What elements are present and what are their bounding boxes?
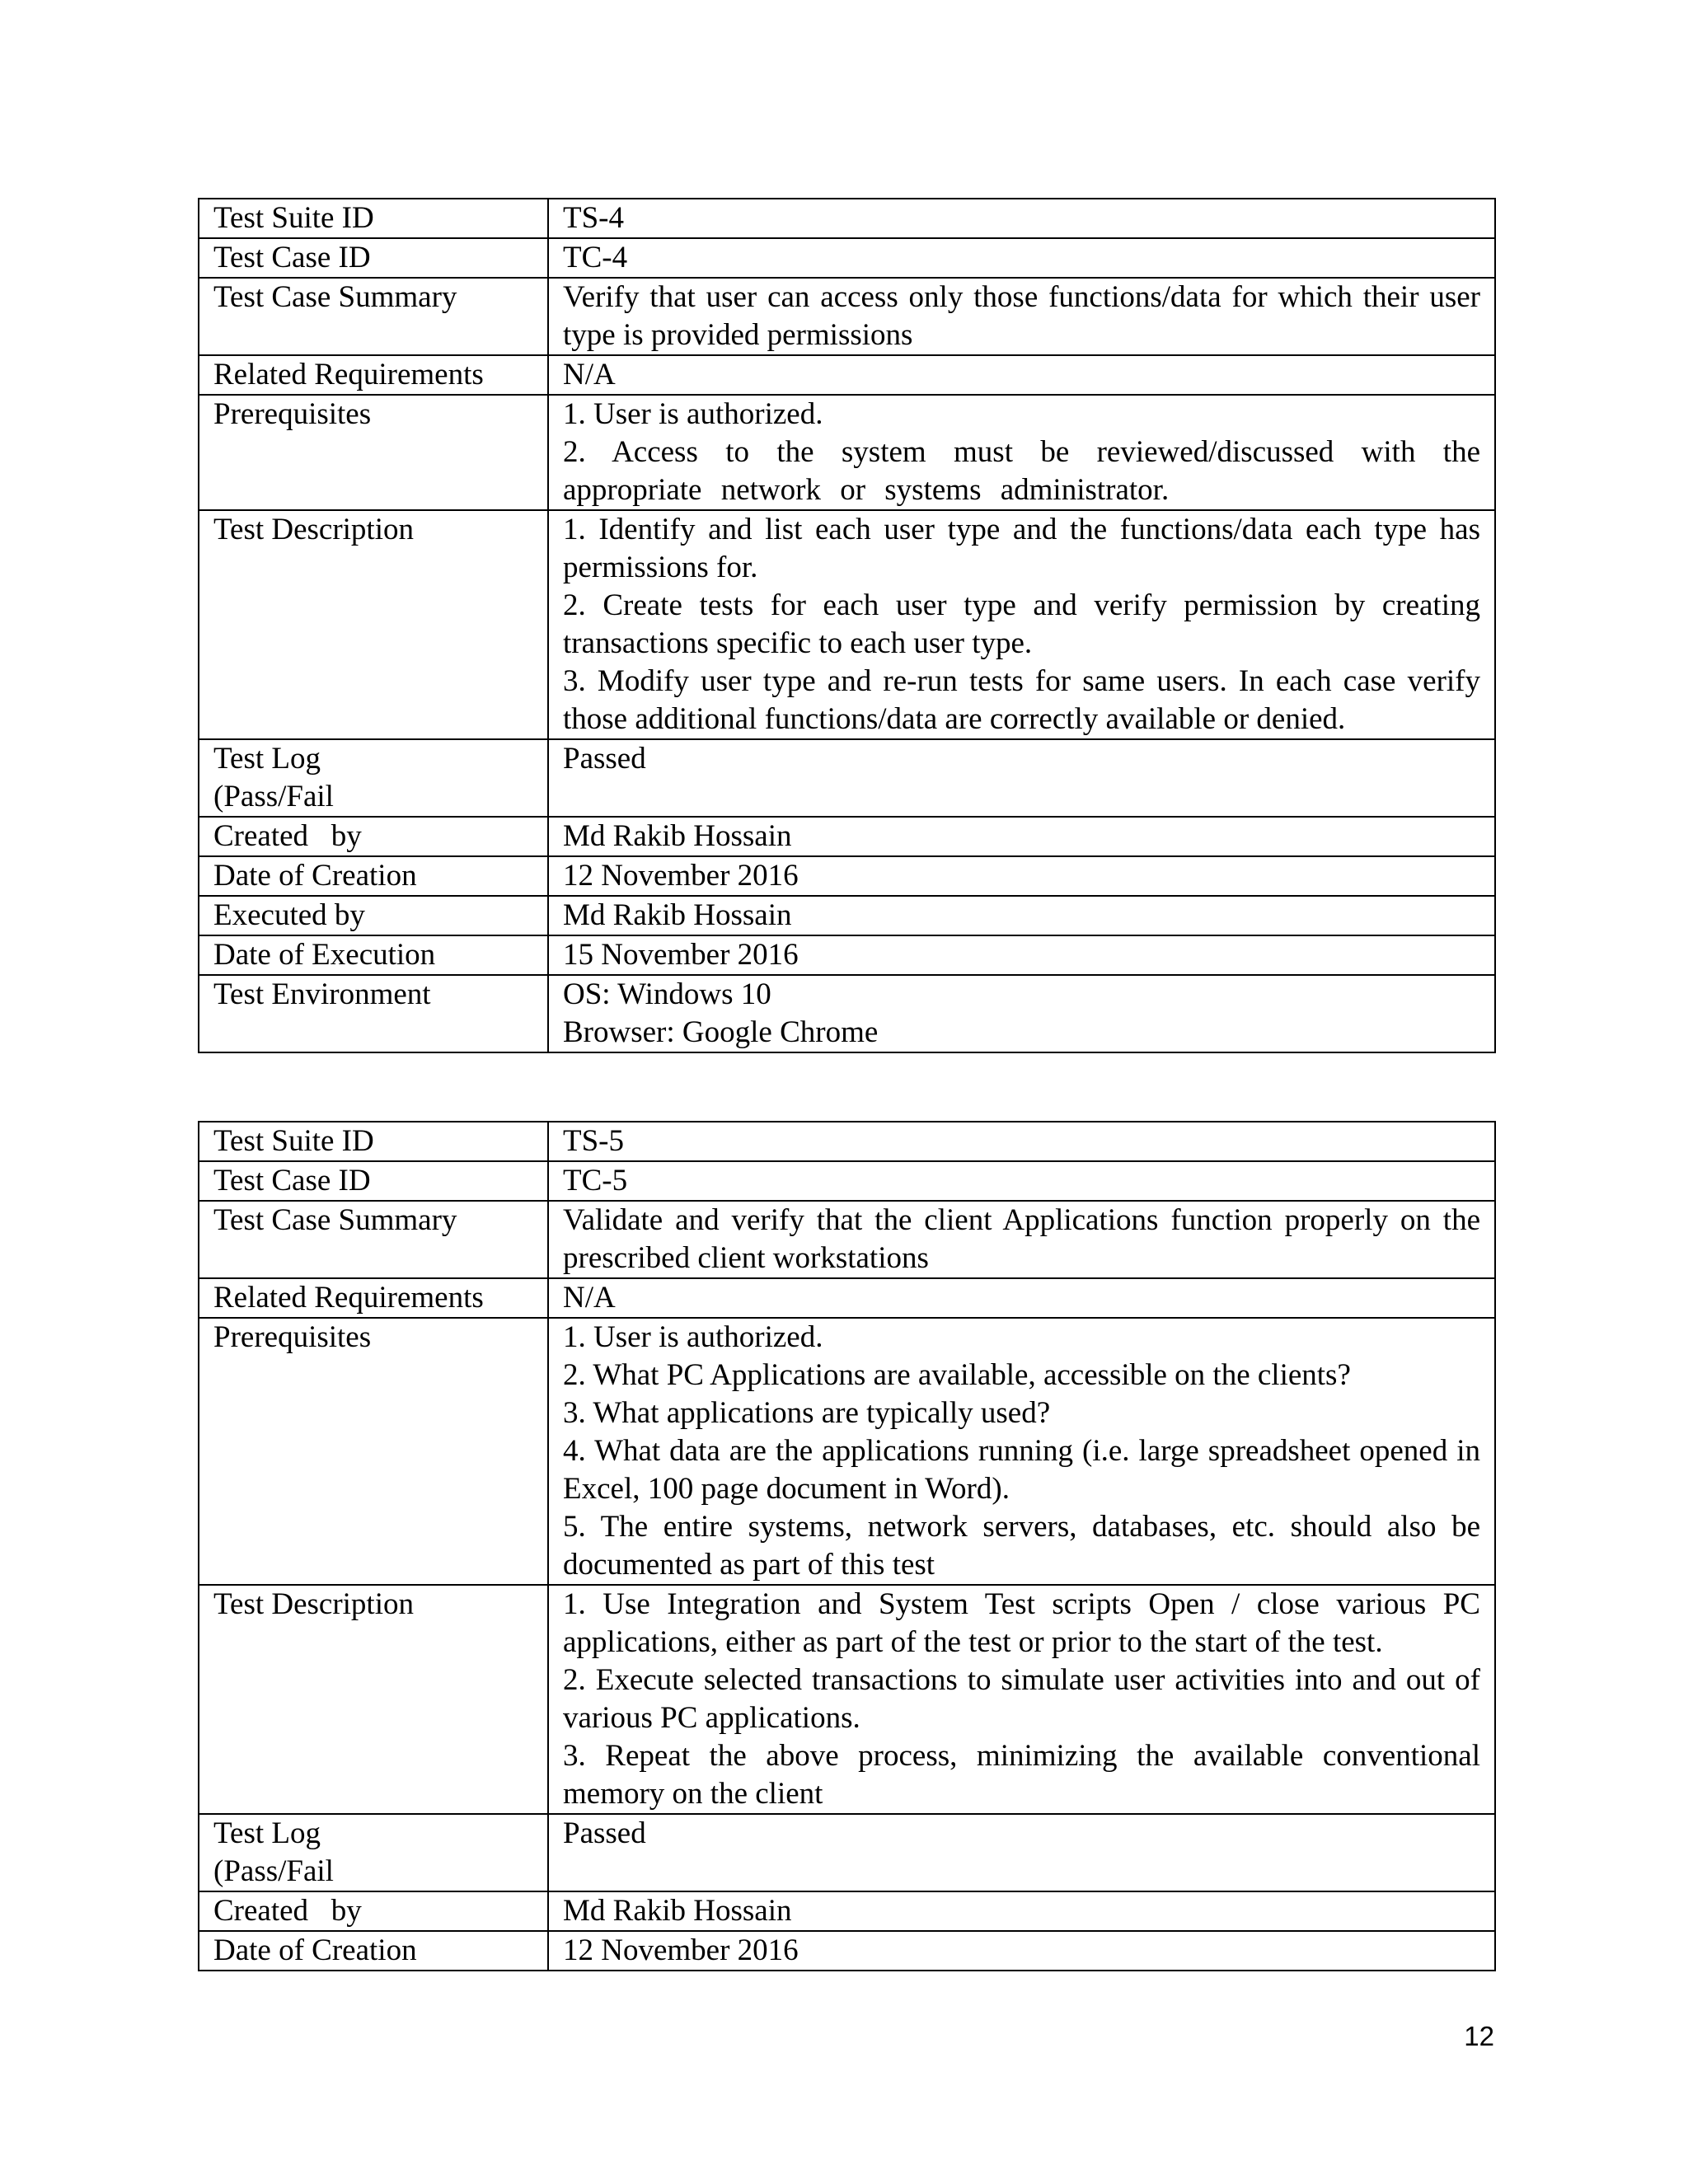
row-value: 15 November 2016: [548, 935, 1495, 975]
row-value: Validate and verify that the client Applications function properly on the prescribed client workstations: [548, 1201, 1495, 1278]
table-row: [199, 355, 1495, 395]
row-label: Related Requirements: [199, 355, 548, 395]
table-row: [199, 975, 1495, 1052]
row-label: Test Suite ID: [199, 1122, 548, 1161]
row-label: Test Suite ID: [199, 199, 548, 238]
table-row: [199, 1931, 1495, 1971]
row-value: 12 November 2016: [548, 856, 1495, 896]
table-row: [199, 510, 1495, 739]
row-value: Md Rakib Hossain: [548, 896, 1495, 935]
row-value: TC-4: [548, 238, 1495, 278]
row-label: Date of Creation: [199, 856, 548, 896]
row-value: Verify that user can access only those functions/data for which their user type is provided permissions: [548, 278, 1495, 355]
table-row: [199, 1585, 1495, 1814]
row-label: Test Log (Pass/Fail: [199, 739, 548, 817]
row-label: Executed by: [199, 896, 548, 935]
table-row: [199, 1891, 1495, 1931]
row-label: Date of Creation: [199, 1931, 548, 1971]
table-row: [199, 1122, 1495, 1161]
row-label: Related Requirements: [199, 1278, 548, 1318]
row-label: Created by: [199, 1891, 548, 1931]
table-row: [199, 278, 1495, 355]
table-row: [199, 1318, 1495, 1585]
row-value: 12 November 2016: [548, 1931, 1495, 1971]
row-label: Test Description: [199, 1585, 548, 1814]
row-value: N/A: [548, 1278, 1495, 1318]
row-value: TS-4: [548, 199, 1495, 238]
table-row: [199, 817, 1495, 856]
row-label: Date of Execution: [199, 935, 548, 975]
table-row: [199, 856, 1495, 896]
table-row: [199, 1161, 1495, 1201]
row-label: Test Log (Pass/Fail: [199, 1814, 548, 1891]
row-value: 1. Use Integration and System Test scripts Open / close various PC applications, either as part of the test or prior to the start of the test. 2. Execute selected transactions to simulate user activities into and out of various PC applications. 3. Repeat the above process, minimizing the available conventional memory on the client: [548, 1585, 1495, 1814]
row-value: Passed: [548, 739, 1495, 817]
table-row: [199, 395, 1495, 510]
row-value: Md Rakib Hossain: [548, 817, 1495, 856]
table-row: [199, 238, 1495, 278]
row-value: TS-5: [548, 1122, 1495, 1161]
row-label: Created by: [199, 817, 548, 856]
row-value: TC-5: [548, 1161, 1495, 1201]
row-label: Test Case Summary: [199, 1201, 548, 1278]
test-case-table-ts-4: [198, 198, 1496, 1053]
row-label: Test Environment: [199, 975, 548, 1052]
row-label: Test Description: [199, 510, 548, 739]
row-label: Prerequisites: [199, 1318, 548, 1585]
row-label: Test Case Summary: [199, 278, 548, 355]
row-value: 1. Identify and list each user type and the functions/data each type has permissions for. 2. Create tests for each user type and verify permission by creating transactions specific to each user type. 3. Modify user type and re-run tests for same users. In each case verify those additional functions/data are correctly available or denied.: [548, 510, 1495, 739]
table-row: [199, 896, 1495, 935]
table-row: [199, 1278, 1495, 1318]
row-value: OS: Windows 10 Browser: Google Chrome: [548, 975, 1495, 1052]
table-row: [199, 935, 1495, 975]
row-value: 1. User is authorized. 2. What PC Applications are available, accessible on the clients? 3. What applications are typically used? 4. What data are the applications running (i.e. large spreadsheet opened in Excel, 100 page document in Word). 5. The entire systems, network servers, databases, etc. should also be documented as part of this test: [548, 1318, 1495, 1585]
table-row: [199, 199, 1495, 238]
table-row: [199, 1201, 1495, 1278]
page-number: 12: [1464, 2021, 1494, 2051]
row-label: Test Case ID: [199, 1161, 548, 1201]
table-row: [199, 1814, 1495, 1891]
test-case-table-ts-5: [198, 1121, 1496, 1971]
row-value: N/A: [548, 355, 1495, 395]
row-value: Passed: [548, 1814, 1495, 1891]
row-value: Md Rakib Hossain: [548, 1891, 1495, 1931]
row-value: 1. User is authorized. 2. Access to the system must be reviewed/discussed with the appropriate network or systems administrator.: [548, 395, 1495, 510]
table-row: [199, 739, 1495, 817]
row-label: Test Case ID: [199, 238, 548, 278]
row-label: Prerequisites: [199, 395, 548, 510]
